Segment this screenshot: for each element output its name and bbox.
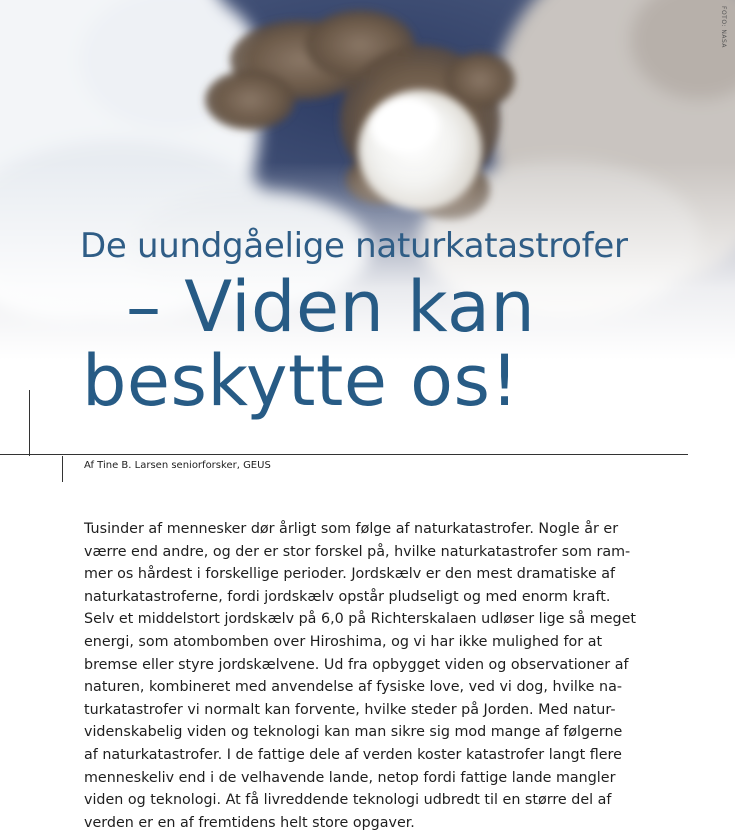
body-line: Selv et middelstort jordskælv på 6,0 på Richterskalaen udløser lige så meget	[84, 611, 636, 628]
body-line: videnskabelig viden og teknologi kan man sikre sig mod mange af følgerne	[84, 724, 623, 741]
body-line: viden og teknologi. At få livreddende teknologi udbredt til en større del af	[84, 792, 612, 809]
horizontal-rule	[0, 454, 688, 455]
vertical-rule-byline	[62, 456, 63, 482]
body-line: energi, som atombomben over Hiroshima, og vi har ikke mulighed for at	[84, 633, 603, 650]
body-line: værre end andre, og der er stor forskel på, hvilke naturkatastrofer som ram-	[84, 543, 631, 560]
body-line: naturkatastroferne, fordi jordskælv opstår pludseligt og med enorm kraft.	[84, 588, 611, 605]
article-subtitle: De uundgåelige naturkatastrofer	[80, 226, 628, 266]
headline-line-1: – Viden kan	[126, 266, 536, 348]
byline: Af Tine B. Larsen seniorforsker, GEUS	[84, 460, 271, 471]
vertical-rule-left	[29, 390, 30, 456]
body-line: Tusinder af mennesker dør årligt som følge af naturkatastrofer. Nogle år er	[84, 521, 619, 537]
body-line: mer os hårdest i forskellige perioder. Jordskælv er den mest dramatiske af	[84, 566, 616, 583]
body-line: naturen, kombineret med anvendelse af fysiske love, ved vi dog, hvilke na-	[84, 679, 622, 696]
body-line: menneskeliv end i de velhavende lande, netop fordi fattige lande mangler	[84, 769, 616, 786]
body-line: turkatastrofer vi normalt kan forvente, hvilke steder på Jorden. Med natur-	[84, 701, 616, 718]
photo-credit: FOTO: NASA	[720, 6, 727, 49]
body-line: bremse eller styre jordskælvene. Ud fra opbygget viden og observationer af	[84, 656, 629, 673]
body-paragraph	[84, 518, 644, 834]
body-line: verden er en af fremtidens helt store opgaver.	[84, 814, 415, 831]
headline-line-2: beskytte os!	[82, 340, 520, 422]
body-line: af naturkatastrofer. I de fattige dele af verden koster katastrofer langt flere	[84, 746, 622, 763]
article-headline	[82, 266, 536, 422]
